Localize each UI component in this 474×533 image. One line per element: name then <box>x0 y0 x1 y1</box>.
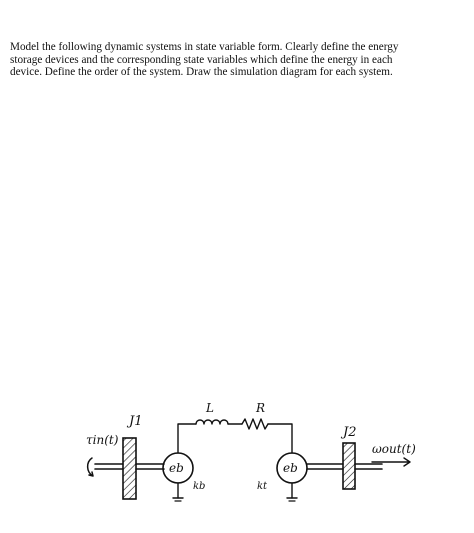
inertia-j2 <box>343 443 355 489</box>
motor-emf-label: eb <box>169 461 184 475</box>
inductor-label: L <box>206 401 214 415</box>
generator-ground-icon <box>287 483 297 501</box>
problem-line-2: storage devices and the corresponding state variables which define the energy in each <box>10 53 393 66</box>
input-torque-label: τin(t) <box>86 433 119 447</box>
electromechanical-system-diagram <box>0 380 474 533</box>
inertia-j1-label: J1 <box>129 414 143 429</box>
motor-constant-label: kb <box>193 481 206 492</box>
inertia-j1 <box>123 438 136 499</box>
problem-statement <box>10 41 466 79</box>
inertia-j2-label: J2 <box>343 425 357 440</box>
input-torque-arrow-icon <box>88 458 93 476</box>
resistor-label: R <box>256 401 266 415</box>
output-speed-label: ωout(t) <box>372 442 416 456</box>
generator-constant-label: kt <box>257 481 268 492</box>
resistor-zigzag-icon <box>242 419 268 429</box>
circuit-wire-right <box>268 424 292 453</box>
problem-line-3: device. Define the order of the system. Draw the simulation diagram for each system. <box>10 66 393 79</box>
problem-line-1: Model the following dynamic systems in state variable form. Clearly define the energy <box>10 41 399 53</box>
motor-ground-icon <box>173 483 183 501</box>
inductor-coil-icon <box>196 420 228 424</box>
circuit-wire-left <box>178 424 196 453</box>
input-shaft <box>95 464 123 469</box>
generator-emf-label: eb <box>283 461 298 475</box>
